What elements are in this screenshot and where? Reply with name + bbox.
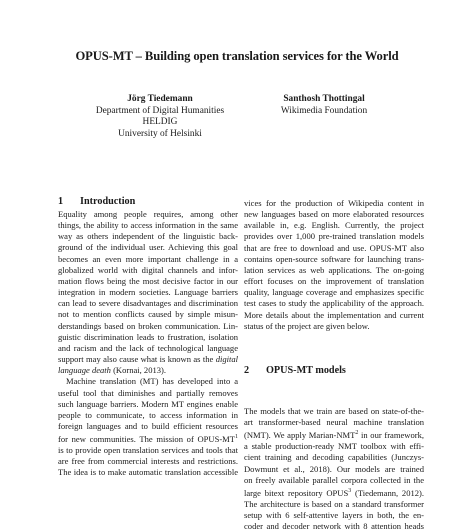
text-line: are free from commercial interests and restrictions. bbox=[58, 456, 238, 467]
italic-term: language death bbox=[58, 365, 111, 376]
text-line: globalized world with digital channels and infor- bbox=[58, 264, 238, 275]
right-column-text bbox=[244, 198, 424, 332]
text-line: can lead to severe disadvantages and discrimination bbox=[58, 298, 238, 309]
text-line: people to communicate, to access information in bbox=[58, 409, 238, 420]
text-span: for new communities. The mission of OPUS-MT bbox=[58, 433, 235, 444]
text-line: Machine translation (MT) has developed into a bbox=[66, 376, 238, 387]
italic-term: digital bbox=[215, 354, 238, 365]
text-span: large bitext repository OPUS bbox=[244, 487, 349, 498]
author-affiliation: Wikimedia Foundation bbox=[280, 105, 368, 116]
section-number: 2 bbox=[244, 365, 250, 376]
text-line: that are free to download and use. OPUS-MT also bbox=[244, 242, 424, 253]
text-line: contains open-source software for launching trans- bbox=[244, 253, 424, 264]
text-line: effort focuses on the improvement of translation bbox=[244, 276, 424, 287]
text-line: a stable production-ready NMT toolbox with effi- bbox=[244, 441, 424, 452]
text-line bbox=[58, 432, 238, 445]
text-line: not to mention conflicts caused by simple misun- bbox=[58, 309, 238, 320]
text-span: in our framework, bbox=[358, 430, 424, 441]
text-line: test cases to study the applicability of the approach. bbox=[244, 298, 424, 309]
text-line: Dowmunt et al., 2018). Our models are trained bbox=[244, 463, 424, 474]
section-number: 1 bbox=[58, 196, 64, 207]
text-line: way as others independent of the linguistic back- bbox=[58, 231, 238, 242]
footnote-mark: 2 bbox=[355, 430, 359, 437]
text-span: support may also cause what is known as the bbox=[58, 354, 214, 365]
text-line: status of the project are given below. bbox=[244, 320, 370, 331]
section-heading-introduction bbox=[58, 196, 135, 207]
text-line: and racism and the lack of technological language bbox=[58, 342, 238, 353]
text-line: cient training and decoding capabilities (Junczys- bbox=[244, 452, 424, 463]
text-line bbox=[244, 486, 424, 499]
text-line: integration in modern societies. Language barriers bbox=[58, 287, 238, 298]
text-line: useful tool that diminishes and partially removes bbox=[58, 387, 238, 398]
text-line: coder and decoder network with 8 attention heads bbox=[244, 521, 424, 532]
text-line: mation flows being the most decisive factor in our bbox=[58, 275, 238, 286]
author-block bbox=[244, 94, 404, 117]
text-line: lation services as web applications. The on-going bbox=[244, 264, 424, 275]
text-span: (NMT). We apply Marian-NMT bbox=[244, 430, 356, 441]
author-affiliation: Department of Digital Humanities bbox=[95, 105, 225, 116]
author-name: Santhosh Thottingal bbox=[283, 94, 365, 104]
text-line: foreign languages and to build efficient resources bbox=[58, 420, 238, 431]
right-column-section-2-text bbox=[244, 406, 424, 532]
text-line: quality, language coverage and emphasizes specific bbox=[244, 287, 424, 298]
text-line: new languages based on more elaborated resources bbox=[244, 209, 424, 220]
text-line: derstandings based on broken communication. Lin- bbox=[58, 320, 238, 331]
text-line: More details about the implementation and current bbox=[244, 309, 424, 320]
footnote-mark: 3 bbox=[348, 487, 352, 494]
footnote-mark: 1 bbox=[235, 434, 238, 441]
text-line: The architecture is based on a standard transformer bbox=[244, 498, 424, 509]
author-name: Jörg Tiedemann bbox=[127, 94, 193, 104]
author-affiliation: University of Helsinki bbox=[118, 128, 202, 139]
text-line: provides over 1,000 pre-trained translation models bbox=[244, 231, 424, 242]
text-line: art transformer-based neural machine translation bbox=[244, 417, 424, 428]
citation: (Kornai, 2013). bbox=[113, 365, 167, 376]
left-column-text bbox=[58, 209, 238, 479]
text-line: things, the ability to access information in the same bbox=[58, 220, 238, 231]
text-line: Equality among people requires, among other bbox=[58, 209, 238, 219]
paper-title: OPUS-MT – Building open translation services for the World bbox=[75, 49, 399, 63]
text-line: ground of the individual user. Achieving this goal bbox=[58, 242, 238, 253]
section-title: OPUS-MT models bbox=[266, 365, 346, 376]
text-line: such language barriers. Modern MT engines enable bbox=[58, 398, 238, 409]
text-line: setup with 6 self-attentive layers in both, the en- bbox=[244, 510, 424, 521]
section-heading-models bbox=[244, 365, 346, 376]
text-line: is to provide open translation services and tools that bbox=[58, 445, 238, 456]
section-title: Introduction bbox=[80, 196, 136, 207]
text-line: becomes an even more important challenge in a bbox=[58, 253, 238, 264]
author-affiliation: HELDIG bbox=[142, 117, 178, 128]
text-line bbox=[58, 365, 238, 376]
text-span: (Tiedemann, 2012). bbox=[351, 487, 424, 498]
text-line bbox=[244, 428, 424, 441]
text-line: vices for the production of Wikipedia content in bbox=[244, 198, 424, 208]
text-line: available in, e.g. English. Currently, the project bbox=[244, 220, 424, 231]
text-line: on freely available parallel corpora collected in the bbox=[244, 474, 424, 485]
text-line bbox=[58, 354, 238, 365]
text-line: guistic discrimination leads to frustration, isolation bbox=[58, 331, 238, 342]
text-line: The models that we train are based on state-of-the- bbox=[244, 406, 424, 416]
text-line: The idea is to make automatic translation accessible bbox=[58, 467, 238, 478]
author-block bbox=[80, 94, 240, 140]
